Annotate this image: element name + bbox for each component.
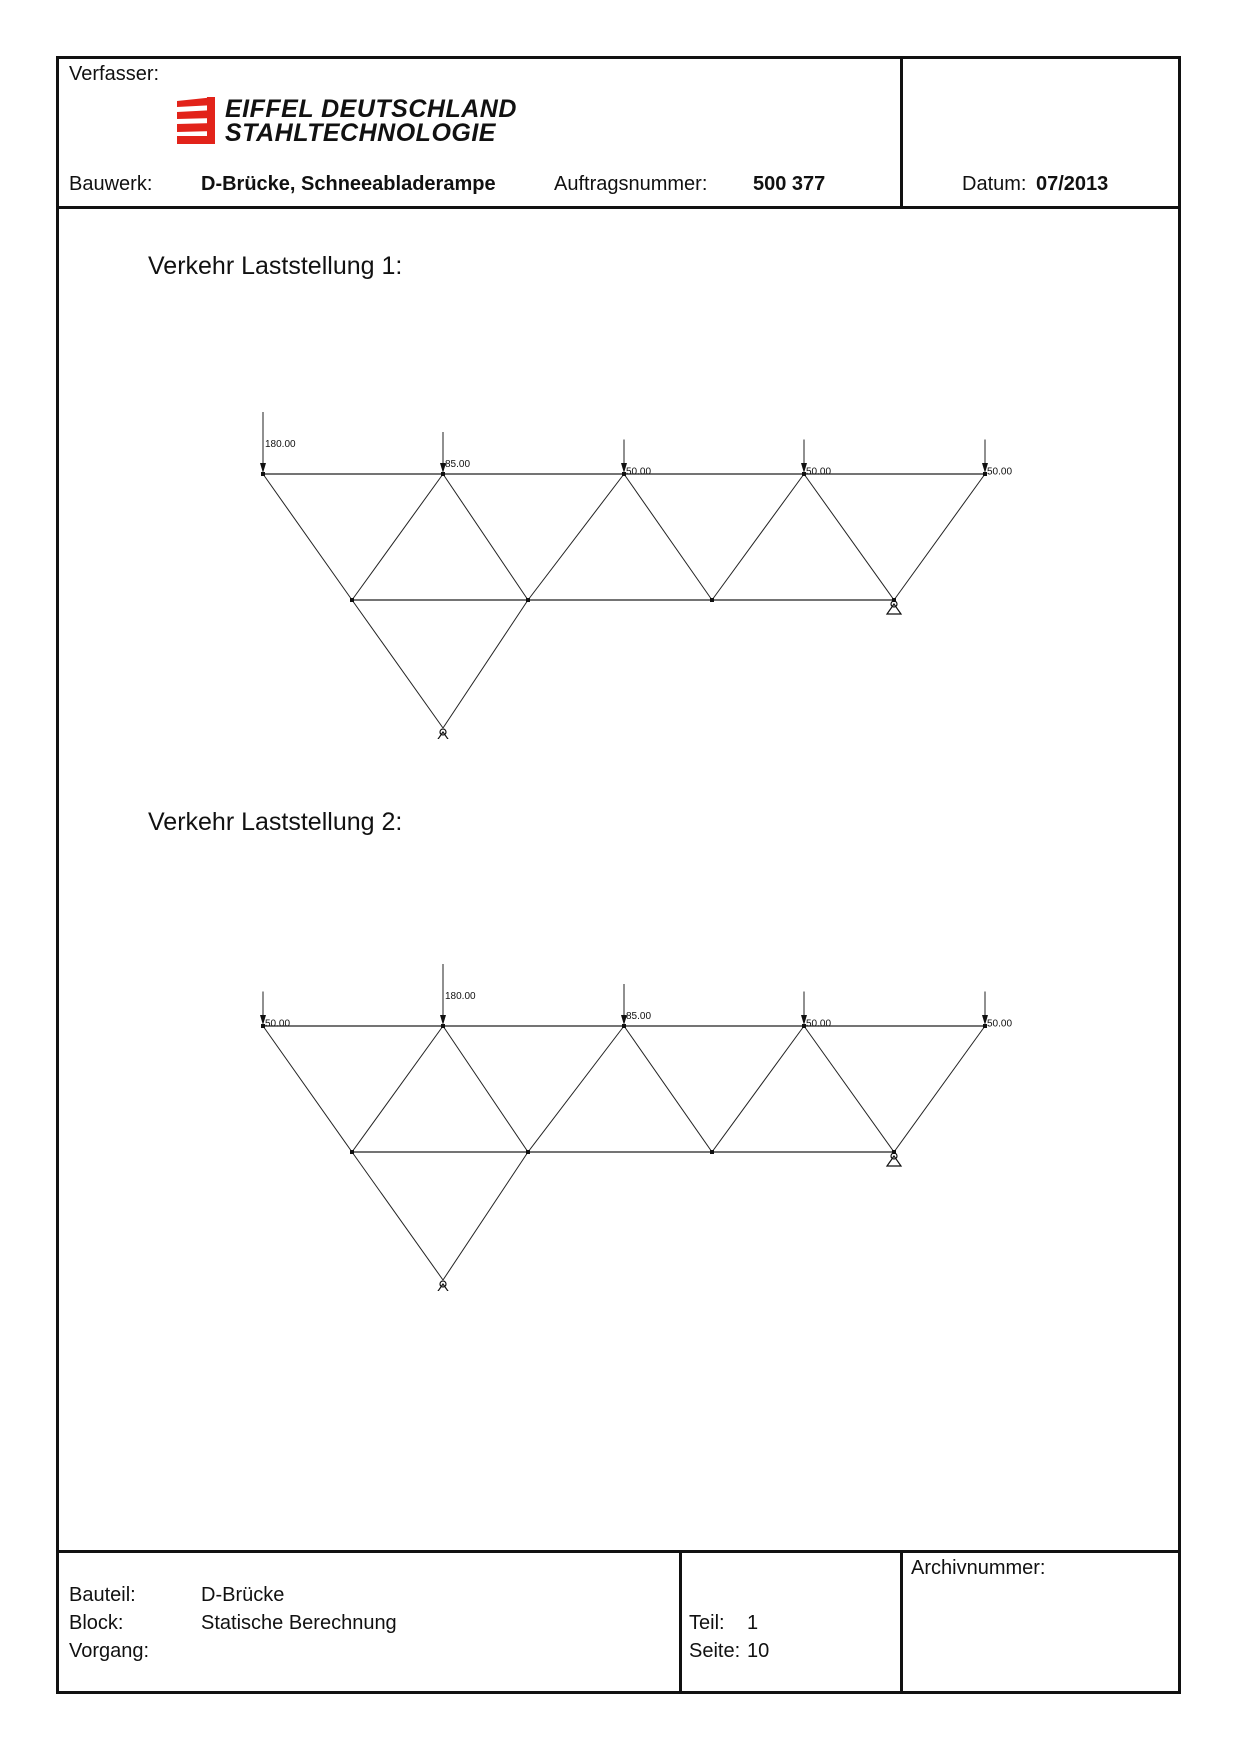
diagram-1-title: Verkehr Laststellung 1: xyxy=(148,252,403,280)
diagonal xyxy=(263,1026,352,1152)
diagonal xyxy=(624,474,712,600)
page-value: 10 xyxy=(747,1640,770,1662)
load-value-label: 50.00 xyxy=(806,1018,832,1030)
diagonal xyxy=(443,474,528,600)
load-arrowhead-icon xyxy=(260,463,266,473)
load-value-label: 50.00 xyxy=(806,466,832,478)
structure-value: D-Brücke, Schneeabladerampe xyxy=(201,173,496,195)
support-diagonal xyxy=(352,1152,443,1280)
support-diagonal xyxy=(443,1152,528,1280)
logo-line-2: STAHLTECHNOLOGIE xyxy=(225,119,496,147)
diagonal xyxy=(894,474,985,600)
block-value: Statische Berechnung xyxy=(201,1612,397,1634)
diagonal xyxy=(804,1026,894,1152)
load-value-label: 50.00 xyxy=(987,466,1013,478)
diagonal xyxy=(263,474,352,600)
diagonal xyxy=(352,474,443,600)
truss-node xyxy=(526,598,530,602)
load-value-label: 50.00 xyxy=(987,1018,1013,1030)
component-label: Bauteil: xyxy=(69,1584,136,1606)
truss-node xyxy=(350,598,354,602)
truss-node xyxy=(710,598,714,602)
diagram-2-title: Verkehr Laststellung 2: xyxy=(148,808,403,836)
support-diagonal xyxy=(443,600,528,728)
load-value-label: 85.00 xyxy=(445,459,471,471)
truss-node xyxy=(526,1150,530,1154)
footer-divider-2 xyxy=(900,1553,903,1694)
support-diagonal xyxy=(352,600,443,728)
header-divider xyxy=(900,59,903,206)
truss-diagram-2 xyxy=(59,891,1178,1291)
pin-support-icon xyxy=(436,1281,450,1291)
structure-label: Bauwerk: xyxy=(69,173,153,195)
part-label: Teil: xyxy=(689,1612,725,1634)
header-block xyxy=(59,59,1178,209)
date-label: Datum: xyxy=(962,173,1027,195)
order-number-label: Auftragsnummer: xyxy=(554,173,708,195)
diagonal xyxy=(712,1026,804,1152)
block-label: Block: xyxy=(69,1612,124,1634)
order-number-value: 500 377 xyxy=(753,173,826,195)
component-value: D-Brücke xyxy=(201,1584,285,1606)
date-value: 07/2013 xyxy=(1036,173,1109,195)
truss-node xyxy=(350,1150,354,1154)
load-value-label: 50.00 xyxy=(265,1018,291,1030)
diagonal xyxy=(528,1026,624,1152)
author-label: Verfasser: xyxy=(69,63,160,85)
footer-divider-1 xyxy=(679,1553,682,1694)
diagonal xyxy=(528,474,624,600)
load-value-label: 50.00 xyxy=(626,466,652,478)
logo-mark-icon xyxy=(173,95,221,147)
diagonal xyxy=(804,474,894,600)
load-arrowhead-icon xyxy=(440,1015,446,1025)
title-block-frame xyxy=(56,56,1181,1694)
diagonal xyxy=(894,1026,985,1152)
roller-support-icon xyxy=(887,1153,901,1166)
footer-block xyxy=(59,1550,1178,1691)
diagonal xyxy=(352,1026,443,1152)
pin-support-icon xyxy=(436,729,450,739)
load-value-label: 85.00 xyxy=(626,1011,652,1023)
load-value-label: 180.00 xyxy=(265,439,296,450)
process-label: Vorgang: xyxy=(69,1640,150,1662)
diagonal xyxy=(443,1026,528,1152)
company-logo xyxy=(173,95,533,147)
logo-line-1: EIFFEL DEUTSCHLAND xyxy=(225,95,517,123)
roller-support-icon xyxy=(887,601,901,614)
archive-number-label: Archivnummer: xyxy=(911,1557,1046,1579)
diagonal xyxy=(624,1026,712,1152)
diagonal xyxy=(712,474,804,600)
truss-diagram-1 xyxy=(59,339,1178,739)
page-label: Seite: xyxy=(689,1640,741,1662)
load-value-label: 180.00 xyxy=(445,991,476,1002)
truss-node xyxy=(710,1150,714,1154)
part-value: 1 xyxy=(747,1612,759,1634)
